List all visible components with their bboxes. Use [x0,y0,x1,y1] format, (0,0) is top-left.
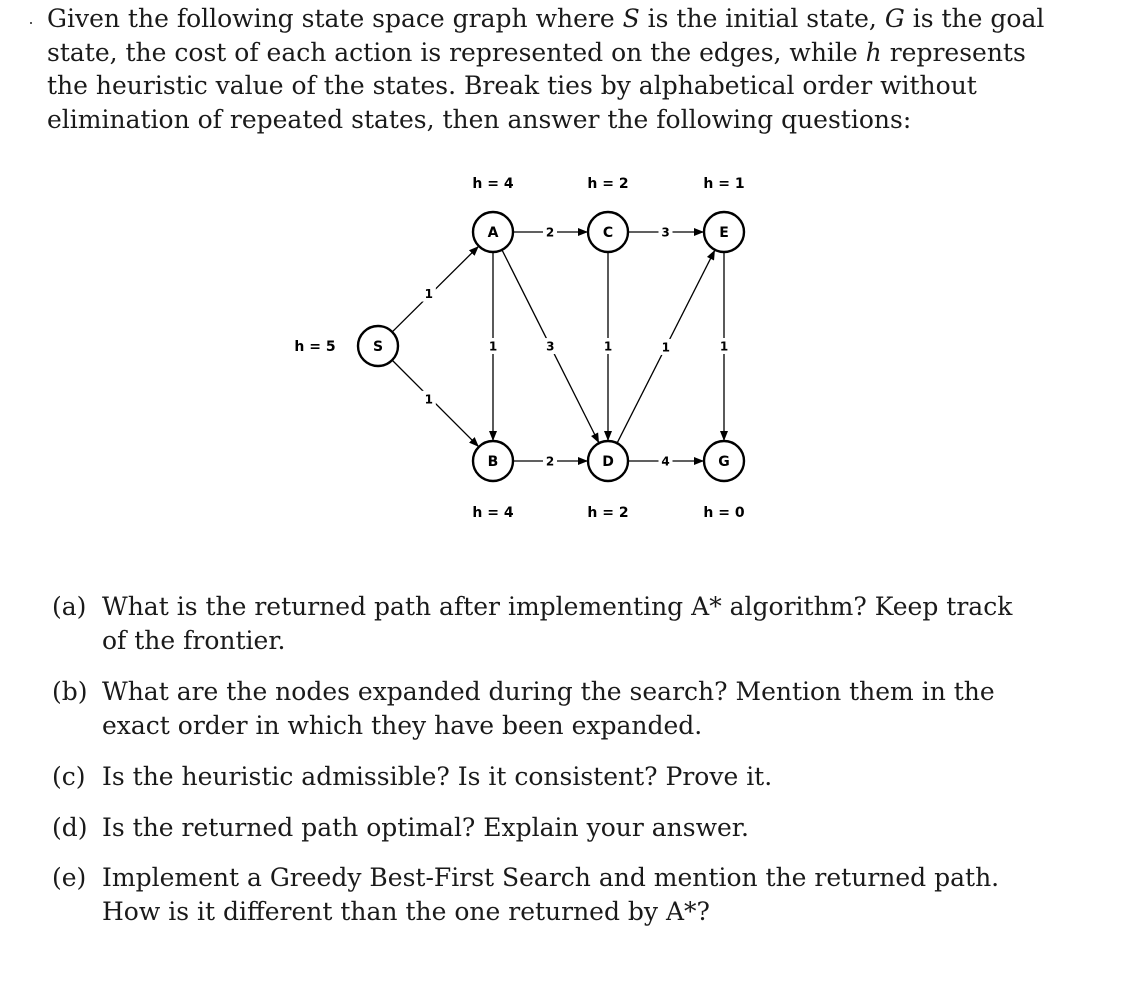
heuristic-label-s: h = 5 [294,339,336,355]
problem-statement [47,2,1047,136]
heuristic-label-g: h = 0 [703,505,745,521]
bullet-dot [30,22,32,24]
question-text: What is the returned path after implementing A* algorithm? Keep track of the frontier. [102,592,1013,655]
node-label-b: B [487,454,499,470]
nodes-layer [294,176,744,521]
question-text: Is the returned path optimal? Explain your answer. [102,813,749,842]
edge-cost-d-g: 4 [661,454,670,469]
question-text: Implement a Greedy Best-First Search and mention the returned path. How is it different than the one returned by A*? [102,863,1000,926]
question-b [52,675,1042,743]
question-text: What are the nodes expanded during the search? Mention them in the exact order in which they have been expanded. [102,677,995,740]
question-label: (c) [52,762,86,791]
edge-cost-c-e: 3 [661,225,670,240]
math-S: S [622,4,640,33]
question-label: (d) [52,813,88,842]
node-label-e: E [719,225,729,241]
node-label-c: C [602,225,614,241]
intro-text-1: Given the following state space graph where [47,4,623,33]
question-text: Is the heuristic admissible? Is it consistent? Prove it. [102,762,773,791]
question-a [52,590,1042,658]
edge-cost-a-d: 3 [546,339,555,354]
edge-cost-s-b: 1 [424,392,434,407]
heuristic-label-a: h = 4 [472,176,514,192]
edge-cost-a-c: 2 [545,225,555,240]
question-label: (b) [52,677,88,706]
intro-text-2: is the initial state, [639,4,885,33]
node-label-d: D [602,454,614,470]
state-space-graph [0,150,1123,540]
edges-layer [392,224,731,469]
question-d [52,811,1042,845]
question-label: (a) [52,592,87,621]
heuristic-label-d: h = 2 [587,505,629,521]
heuristic-label-e: h = 1 [703,176,745,192]
question-label: (e) [52,863,87,892]
math-G: G [884,4,905,33]
node-label-s: S [372,339,384,355]
heuristic-label-c: h = 2 [587,176,629,192]
edge-cost-s-a: 1 [424,287,434,302]
intro-text-3: is the goal state, the cost of each action is represented on the edges, while [47,4,1045,67]
edge-cost-e-g: 1 [719,339,729,354]
question-c [52,760,1042,794]
intro-text-4: represents the heuristic value of the states. Break ties by alphabetical order without elimination of repeated states, then answer the following questions: [47,37,1026,134]
edge-cost-c-d: 1 [603,339,613,354]
edge-cost-d-e: 1 [661,340,670,355]
edge-cost-a-b: 1 [488,339,498,354]
heuristic-label-b: h = 4 [472,505,514,521]
math-h: h [865,37,882,67]
node-label-a: A [487,225,499,241]
edge-cost-b-d: 2 [545,454,555,469]
node-label-g: G [718,454,730,470]
question-e [52,861,1042,929]
